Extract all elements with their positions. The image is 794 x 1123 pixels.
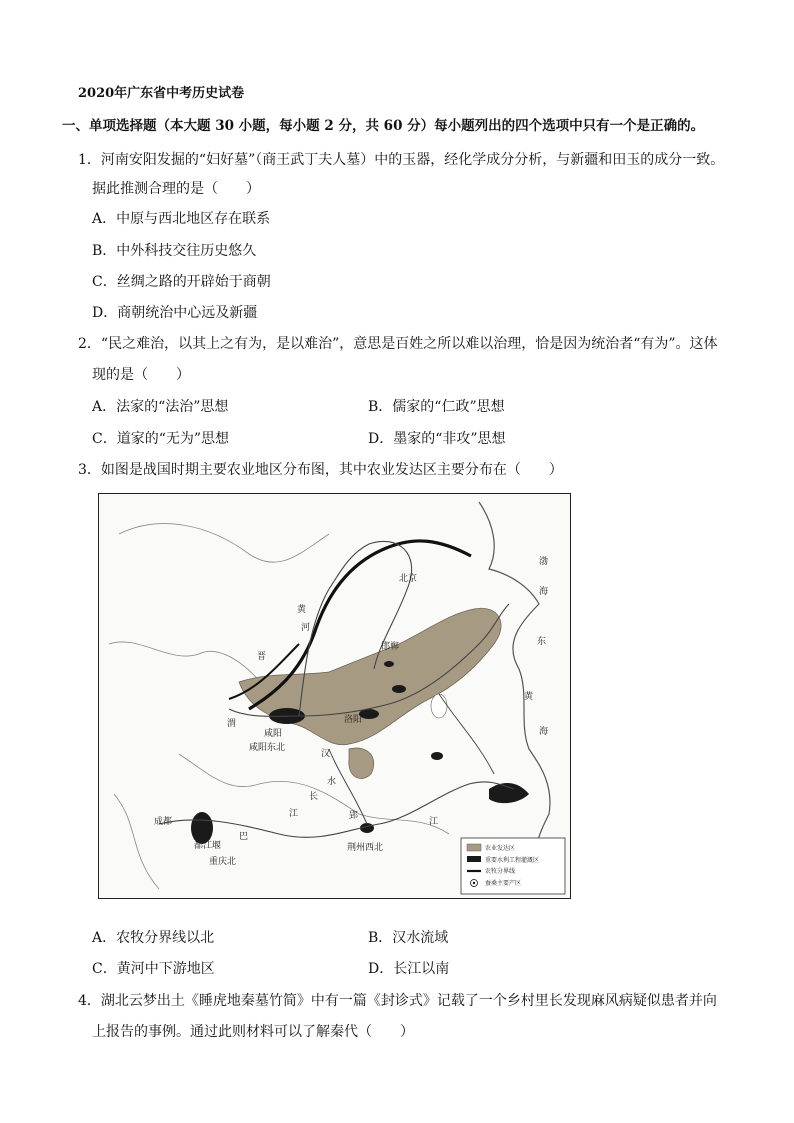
question-2-stem-line1: 2．“民之难治，以其上之有为，是以难治”，意思是百姓之所以难以治理，恰是因为统治者“有为”。这体 bbox=[78, 336, 718, 352]
label-han: 汉 bbox=[321, 749, 331, 759]
question-1-stem-line2: 据此推测合理的是（ ） bbox=[92, 181, 260, 197]
legend-irrigation: 重要水利工程灌溉区 bbox=[485, 857, 540, 864]
question-1-option-b[interactable]: B．中外科技交往历史悠久 bbox=[92, 243, 257, 259]
label-handan: 邯郸 bbox=[381, 642, 400, 652]
label-east: 东 bbox=[537, 637, 547, 647]
label-yangtze-2: 江 bbox=[289, 809, 299, 819]
label-huang-1: 黄 bbox=[297, 605, 307, 615]
legend-developed: 农业发达区 bbox=[485, 845, 516, 852]
label-hai-2: 海 bbox=[539, 587, 549, 597]
question-3-option-b[interactable]: B．汉水流域 bbox=[368, 930, 449, 946]
question-3-option-c[interactable]: C．黄河中下游地区 bbox=[92, 961, 215, 977]
label-xianyang-ne: 咸阳东北 bbox=[249, 743, 286, 753]
label-beijing: 北京 bbox=[399, 574, 418, 584]
warring-states-agriculture-map bbox=[98, 493, 571, 899]
legend-swatch-irrigation bbox=[467, 856, 481, 862]
huai-river bbox=[439, 694, 494, 774]
question-2-option-d[interactable]: D．墨家的“非攻”思想 bbox=[368, 431, 506, 447]
label-ba: 巴 bbox=[239, 832, 249, 842]
irrigation-jin bbox=[392, 685, 406, 693]
question-3-stem: 3．如图是战国时期主要农业地区分布图，其中农业发达区主要分布在（ ） bbox=[78, 462, 563, 478]
label-xianyang: 咸阳 bbox=[264, 729, 283, 739]
developed-area-central bbox=[239, 608, 501, 745]
irrigation-huai bbox=[431, 752, 443, 760]
question-3-option-a[interactable]: A．农牧分界线以北 bbox=[92, 930, 215, 946]
question-1-option-d[interactable]: D．商朝统治中心远及新疆 bbox=[92, 305, 258, 321]
map-legend bbox=[461, 838, 565, 894]
label-luoyang: 洛阳 bbox=[344, 715, 363, 725]
label-hai: 海 bbox=[539, 727, 549, 737]
question-1-option-a[interactable]: A．中原与西北地区存在联系 bbox=[92, 211, 271, 227]
irrigation-dujiangyan bbox=[191, 812, 213, 844]
label-jin: 晋 bbox=[257, 652, 267, 662]
question-1-stem-line1: 1．河南安阳发掘的“妇好墓”（商王武丁夫人墓）中的玉器，经化学成分分析，与新疆和田玉的成分一致。 bbox=[78, 152, 725, 168]
label-he-1: 河 bbox=[301, 623, 311, 633]
label-jingzhou: 荆州西北 bbox=[347, 843, 384, 853]
label-yangtze-1: 长 bbox=[309, 792, 319, 802]
label-ying: 郢 bbox=[349, 811, 359, 821]
label-jiang: 江 bbox=[429, 817, 439, 827]
legend-boundary: 农牧分界线 bbox=[485, 868, 516, 875]
legend-silk: 蚕桑主要产区 bbox=[485, 880, 522, 887]
border-sw bbox=[114, 794, 159, 889]
question-2-stem-line2: 现的是（ ） bbox=[92, 367, 190, 383]
label-huang-sea: 黄 bbox=[524, 692, 534, 702]
irrigation-east bbox=[489, 783, 529, 803]
label-chengdu: 成都 bbox=[154, 817, 173, 827]
label-wei: 渭 bbox=[227, 719, 237, 729]
border-north bbox=[119, 524, 329, 563]
question-4-stem-line2: 上报告的事例。通过此则材料可以了解秦代（ ） bbox=[92, 1024, 414, 1040]
label-dujiangyan: 都江堰 bbox=[194, 841, 222, 851]
question-2-option-c[interactable]: C．道家的“无为”思想 bbox=[92, 431, 230, 447]
document-title: 2020年广东省中考历史试卷 bbox=[78, 86, 245, 101]
label-chongqing: 重庆北 bbox=[209, 857, 237, 867]
irrigation-handan bbox=[384, 661, 394, 667]
section-heading: 一、单项选择题（本大题 30 小题，每小题 2 分，共 60 分）每小题列出的四个选项中只有一个是正确的。 bbox=[62, 118, 705, 134]
lake bbox=[431, 694, 447, 718]
label-bo: 渤 bbox=[539, 557, 549, 567]
question-2-option-a[interactable]: A．法家的“法治”思想 bbox=[92, 399, 229, 415]
label-shui: 水 bbox=[327, 777, 337, 787]
question-3-option-d[interactable]: D．长江以南 bbox=[368, 961, 450, 977]
question-1-option-c[interactable]: C．丝绸之路的开辟始于商朝 bbox=[92, 274, 271, 290]
question-2-option-b[interactable]: B．儒家的“仁政”思想 bbox=[368, 399, 505, 415]
legend-swatch-developed bbox=[467, 844, 481, 851]
developed-area-south bbox=[349, 748, 374, 779]
question-4-stem-line1: 4．湖北云梦出土《睡虎地秦墓竹简》中有一篇《封诊式》记载了一个乡村里长发现麻风病疑似患者并向 bbox=[78, 993, 717, 1009]
